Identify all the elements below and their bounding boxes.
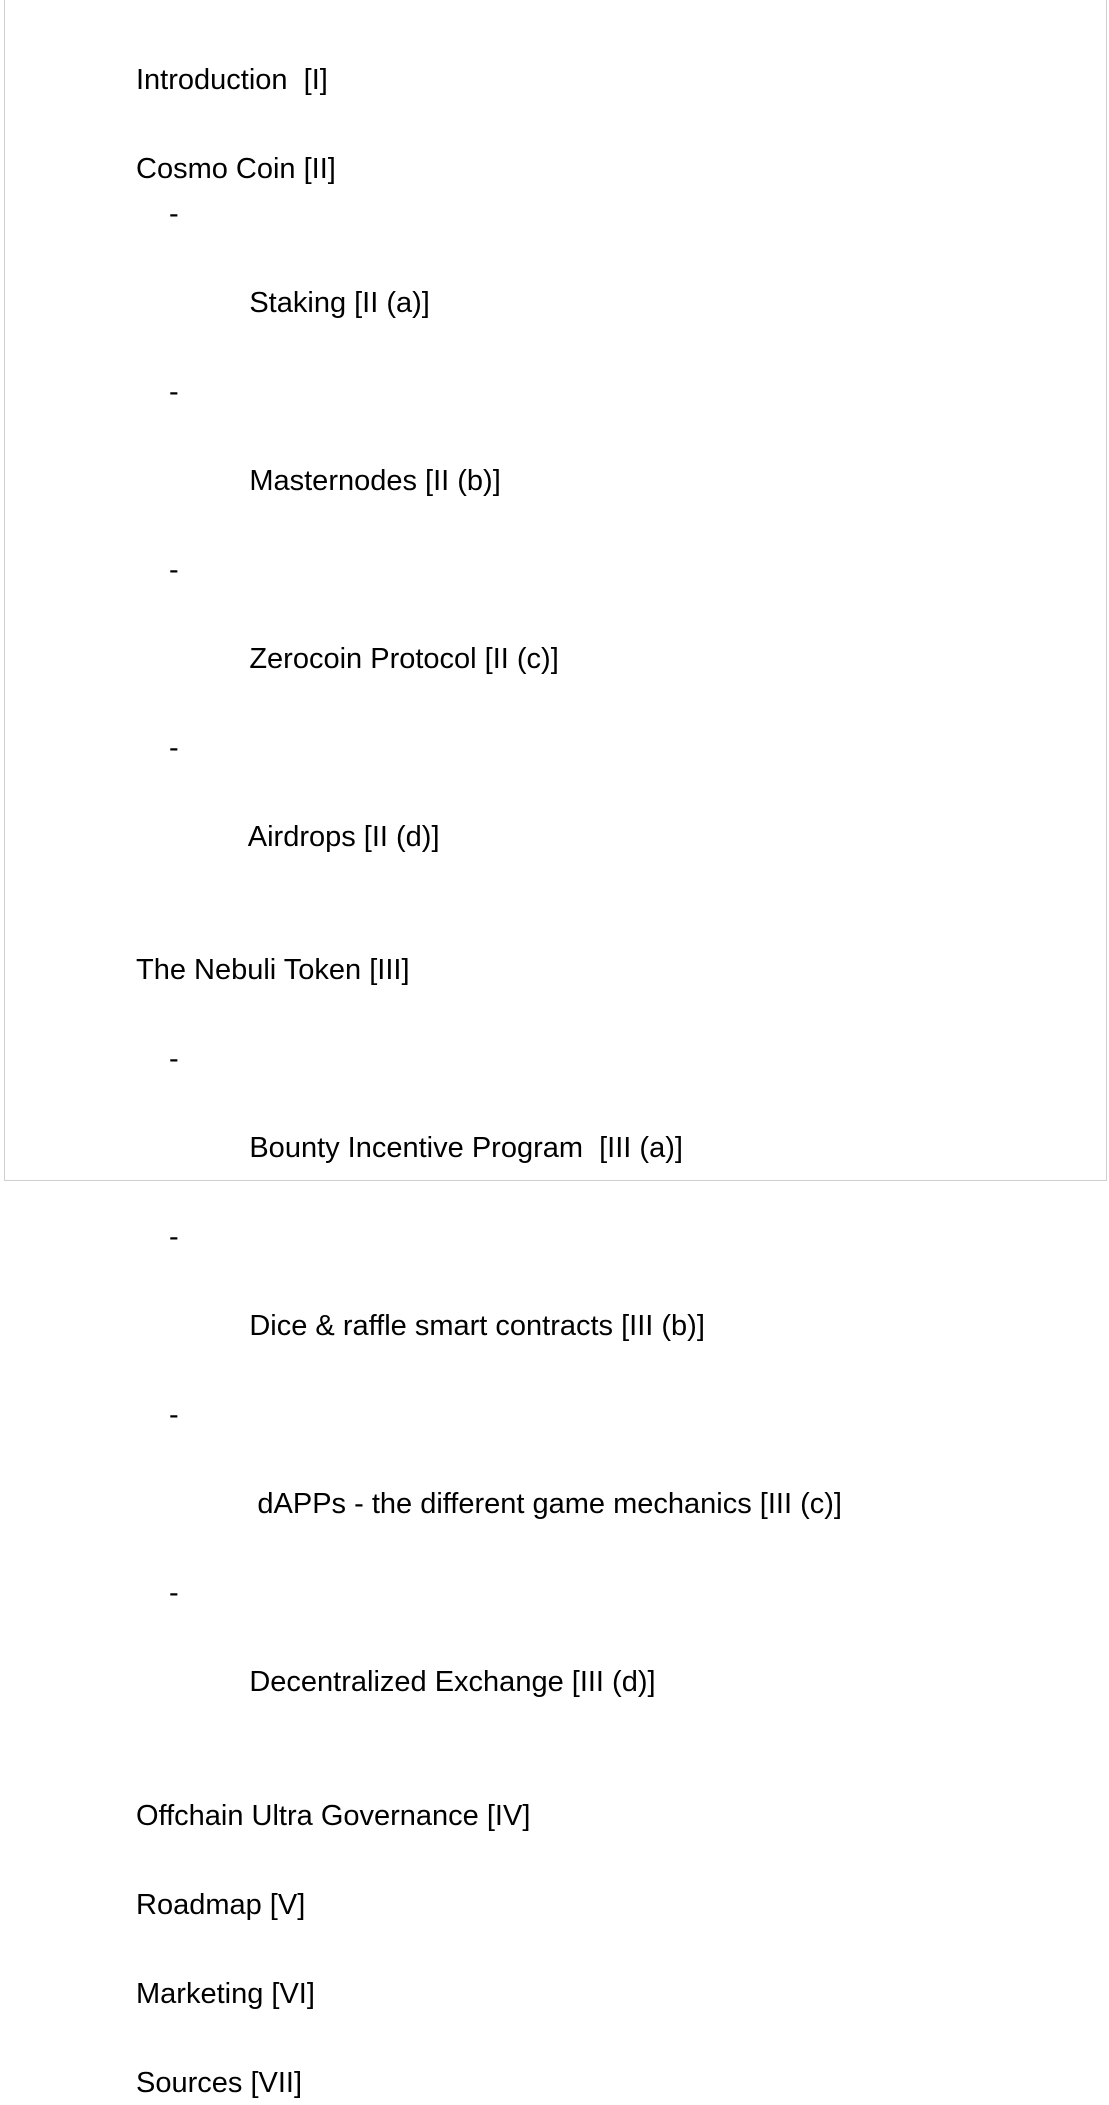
- toc-spacer: [136, 103, 842, 148]
- toc-nebuli-token: The Nebuli Token [III]: [136, 948, 842, 993]
- toc-sub-item-airdrops: [136, 726, 842, 904]
- toc-spacer: [136, 1838, 842, 1883]
- toc-sub-item-masternodes: [136, 370, 842, 548]
- toc-sub-item-dice-raffle: [136, 1215, 842, 1393]
- bullet-dash: -: [169, 1393, 179, 1438]
- toc-introduction: Introduction [I]: [136, 58, 842, 103]
- toc-spacer: [136, 993, 842, 1038]
- toc-spacer: [136, 1927, 842, 1972]
- toc-spacer: [136, 904, 842, 949]
- toc-sub-item-label: Bounty Incentive Program [III (a)]: [249, 1132, 683, 1164]
- toc-spacer: [136, 2016, 842, 2061]
- bullet-dash: -: [169, 192, 179, 237]
- toc-spacer: [136, 1749, 842, 1794]
- toc-sub-item-label: Airdrops [II (d)]: [248, 821, 440, 853]
- toc-sub-item-dapps: [136, 1393, 842, 1571]
- toc-cosmo-coin: Cosmo Coin [II]: [136, 147, 842, 192]
- toc-marketing: Marketing [VI]: [136, 1972, 842, 2017]
- bullet-dash: -: [169, 726, 179, 771]
- toc-sources: Sources [VII]: [136, 2061, 842, 2105]
- bullet-dash: -: [169, 1037, 179, 1082]
- table-of-contents: [136, 58, 842, 2105]
- bullet-dash: -: [169, 548, 179, 593]
- toc-roadmap: Roadmap [V]: [136, 1883, 842, 1928]
- toc-sub-item-label: Decentralized Exchange [III (d)]: [249, 1666, 655, 1698]
- toc-sub-item-zerocoin: [136, 548, 842, 726]
- toc-sub-item-label: dAPPs - the different game mechanics [III (c)]: [249, 1488, 842, 1520]
- document-page: [4, 0, 1107, 1181]
- toc-governance: Offchain Ultra Governance [IV]: [136, 1794, 842, 1839]
- bullet-dash: -: [169, 370, 179, 415]
- bullet-dash: -: [169, 1571, 179, 1616]
- toc-sub-item-label: Dice & raffle smart contracts [III (b)]: [249, 1310, 705, 1342]
- toc-sub-item-bounty: [136, 1037, 842, 1215]
- bullet-dash: -: [169, 1215, 179, 1260]
- toc-sub-item-label: Zerocoin Protocol [II (c)]: [249, 643, 558, 675]
- toc-sub-item-label: Masternodes [II (b)]: [249, 465, 500, 497]
- toc-sub-item-staking: [136, 192, 842, 370]
- toc-sub-item-dex: [136, 1571, 842, 1749]
- toc-sub-item-label: Staking [II (a)]: [249, 287, 430, 319]
